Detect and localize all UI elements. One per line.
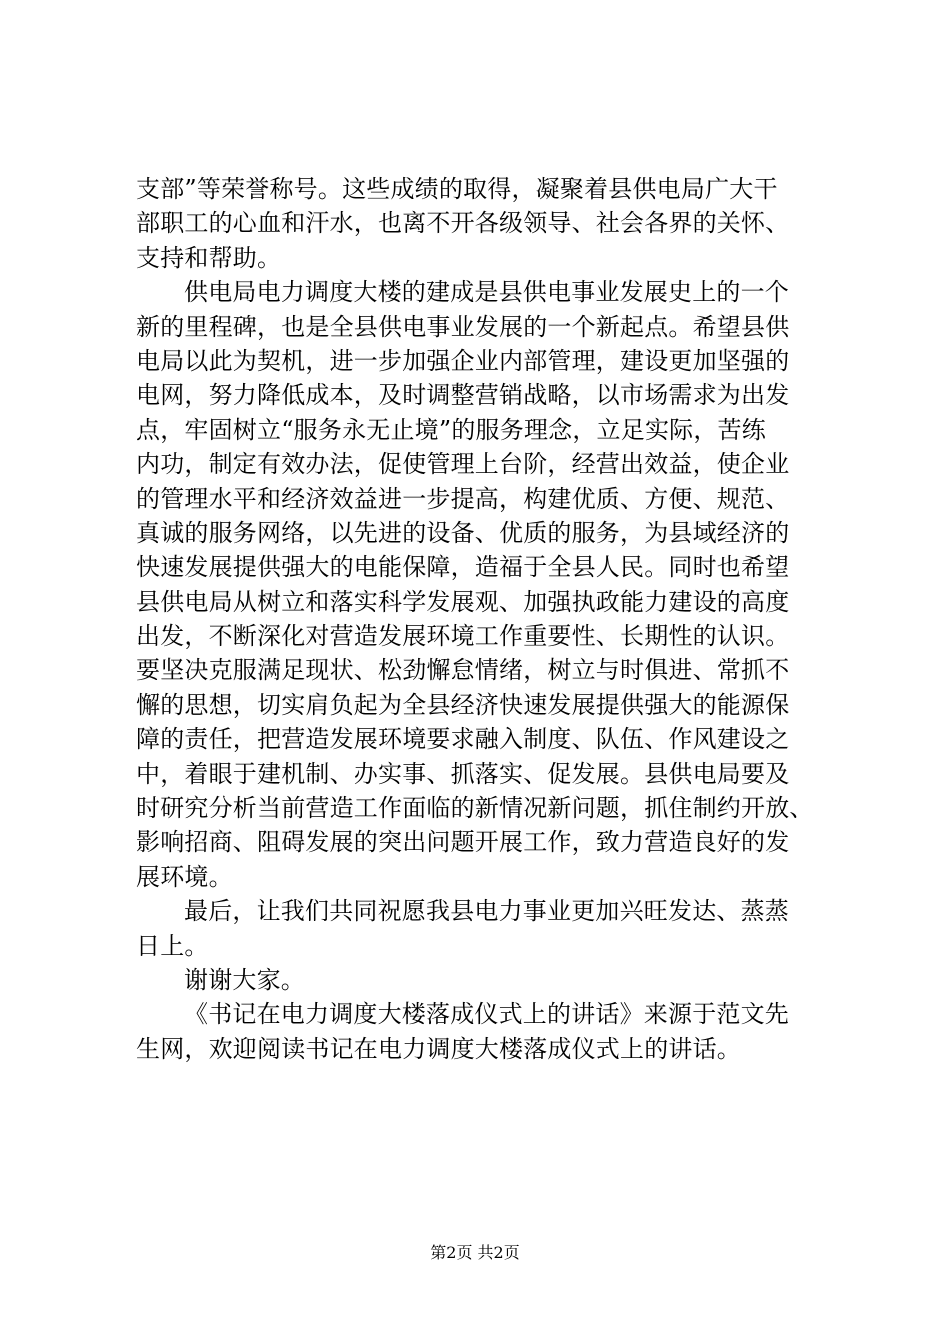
text-line-26: 生网，欢迎阅读书记在电力调度大楼落成仪式上的讲话。 — [136, 1034, 741, 1063]
text-line-16: 懈的思想，切实肩负起为全县经济快速发展提供强大的能源保 — [136, 690, 790, 719]
text-line-7: 电网，努力降低成本，及时调整营销战略，以市场需求为出发 — [136, 381, 790, 410]
text-line-12: 快速发展提供强大的电能保障，造福于全县人民。同时也希望 — [136, 553, 790, 582]
text-line-22: 最后，让我们共同祝愿我县电力事业更加兴旺发达、蒸蒸 — [184, 897, 789, 926]
text-line-19: 时研究分析当前营造工作面临的新情况新问题，抓住制约开放、 — [136, 794, 814, 823]
text-line-23: 日上。 — [136, 931, 209, 960]
document-body — [136, 172, 826, 1066]
text-line-1: 支部”等荣誉称号。这些成绩的取得，凝聚着县供电局广大干 — [136, 175, 778, 203]
text-line-4: 供电局电力调度大楼的建成是县供电事业发展史上的一个 — [184, 278, 789, 307]
text-line-15: 要坚决克服满足现状、松劲懈怠情绪，树立与时俱进、常抓不 — [136, 656, 790, 685]
text-line-21: 展环境。 — [136, 862, 233, 891]
text-line-9: 内功，制定有效办法，促使管理上台阶，经营出效益，使企业 — [136, 450, 790, 479]
text-line-24: 谢谢大家。 — [184, 965, 305, 994]
text-line-20: 影响招商、阻碍发展的突出问题开展工作，致力营造良好的发 — [136, 828, 790, 857]
text-line-3: 支持和帮助。 — [136, 243, 282, 272]
text-line-17: 障的责任，把营造发展环境要求融入制度、队伍、作风建设之 — [136, 725, 790, 754]
text-line-25: 《书记在电力调度大楼落成仪式上的讲话》来源于范文先 — [184, 1000, 789, 1029]
text-line-5: 新的里程碑，也是全县供电事业发展的一个新起点。希望县供 — [136, 312, 790, 341]
text-line-11: 真诚的服务网络，以先进的设备、优质的服务，为县域经济的 — [136, 518, 790, 547]
text-line-18: 中，着眼于建机制、办实事、抓落实、促发展。县供电局要及 — [136, 759, 790, 788]
text-line-10: 的管理水平和经济效益进一步提高，构建优质、方便、规范、 — [136, 484, 790, 513]
page-number-label: 第2页 共2页 — [430, 1243, 520, 1262]
text-line-13: 县供电局从树立和落实科学发展观、加强执政能力建设的高度 — [136, 587, 790, 616]
text-line-14: 出发，不断深化对营造发展环境工作重要性、长期性的认识。 — [136, 622, 790, 651]
text-line-6: 电局以此为契机，进一步加强企业内部管理，建设更加坚强的 — [136, 346, 790, 375]
text-line-2: 部职工的心血和汗水，也离不开各级领导、社会各界的关怀、 — [136, 209, 790, 238]
text-line-8: 点，牢固树立“服务永无止境”的服务理念，立足实际，苦练 — [136, 415, 766, 444]
page-footer — [0, 1243, 950, 1263]
